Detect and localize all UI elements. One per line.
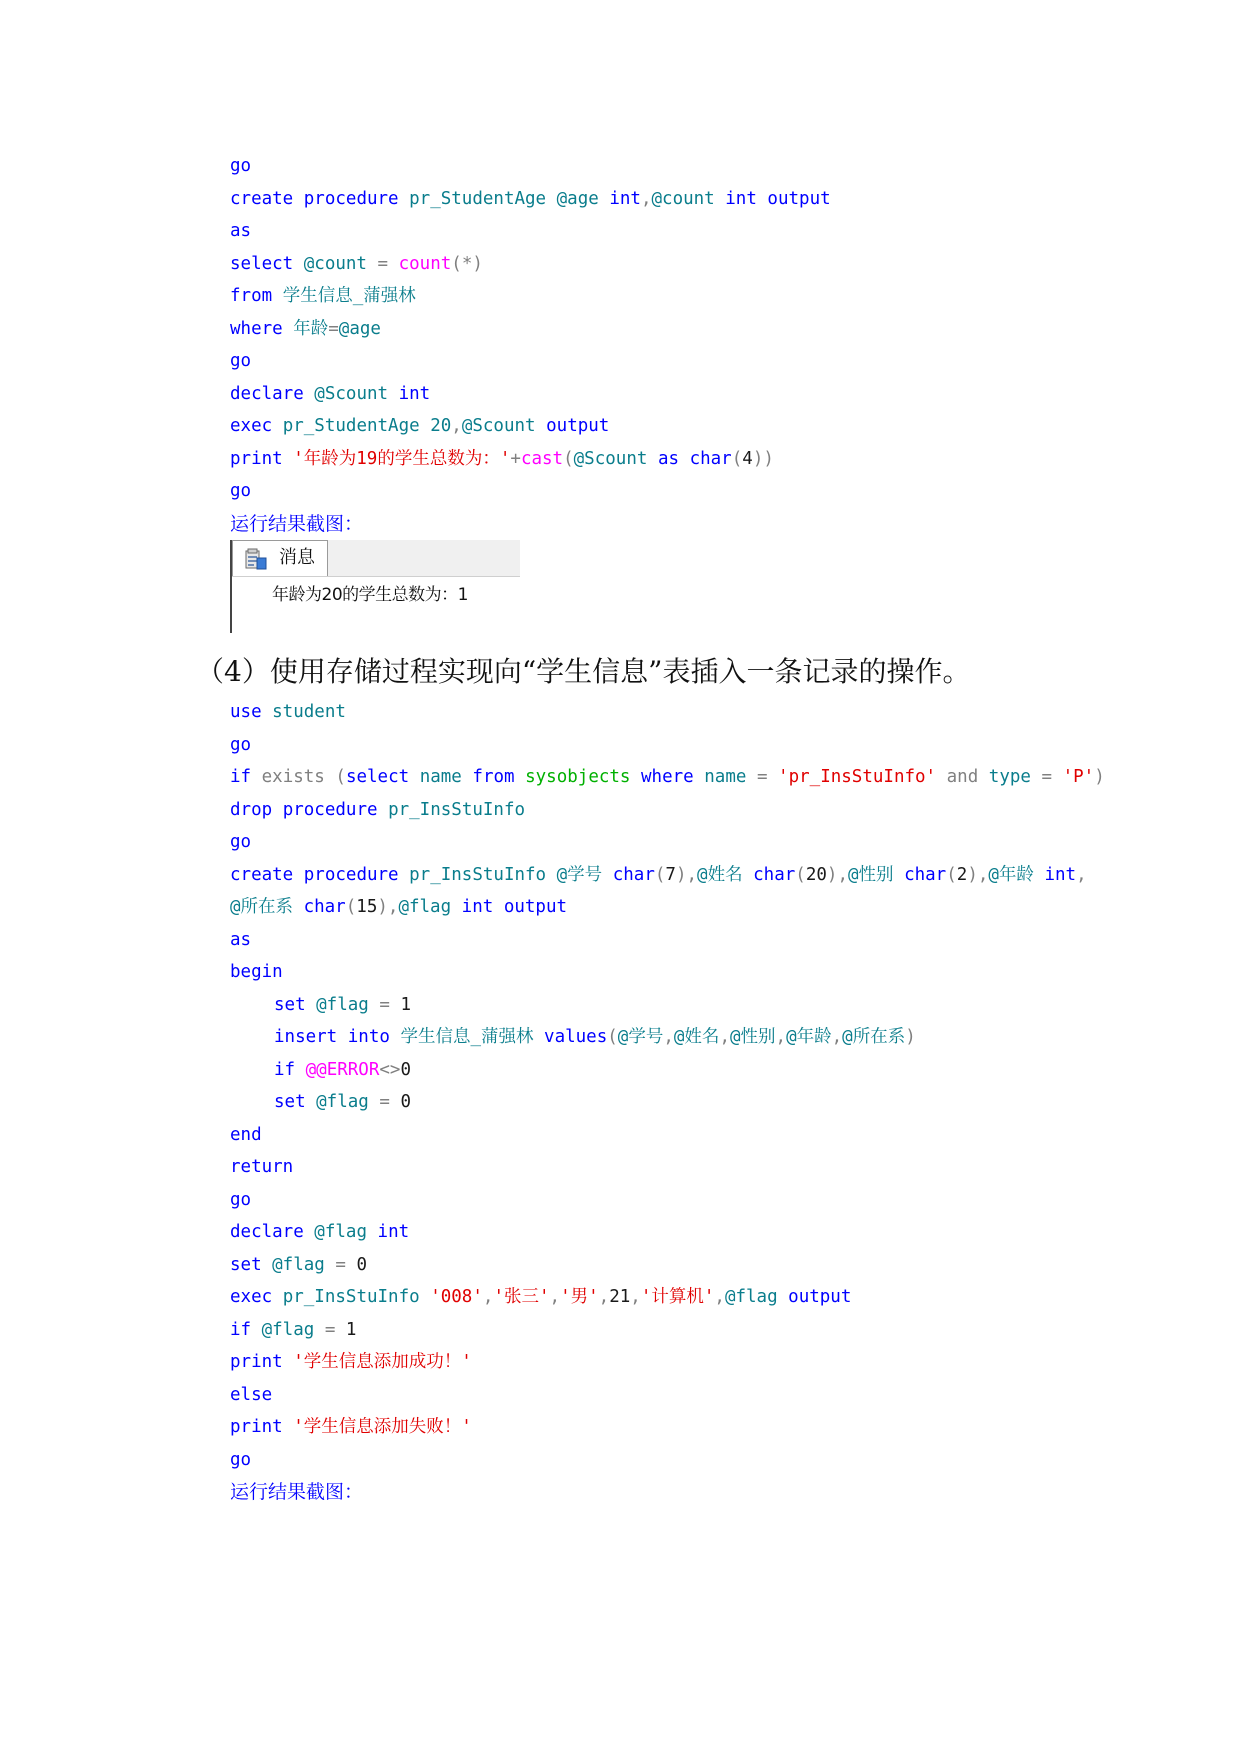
code-token: name: [419, 767, 462, 787]
code-token: go: [230, 832, 252, 852]
code-token: char: [904, 864, 947, 885]
code-token: name: [704, 767, 747, 787]
code-line: [230, 1151, 1130, 1184]
code-token: print: [230, 1417, 283, 1437]
code-token: go: [230, 1189, 252, 1210]
code-token: @Scount: [573, 448, 658, 469]
code-token: @flag: [261, 1254, 336, 1275]
code-token: 学生信息_蒲强林: [272, 286, 416, 306]
code-token: char: [303, 897, 346, 917]
code-token: [293, 189, 304, 209]
code-token: ,: [451, 416, 462, 436]
code-token: go: [230, 481, 252, 501]
code-line: [230, 1054, 1130, 1087]
code-line: [230, 989, 1130, 1022]
code-token: =: [379, 1092, 390, 1112]
code-token: char: [612, 864, 655, 885]
code-token: select: [345, 767, 410, 787]
code-token: [295, 1060, 306, 1080]
code-token: sysobjects: [525, 767, 631, 787]
code-token: pr_InsStuInfo: [272, 1287, 431, 1307]
code-token: @所在系: [842, 1027, 906, 1047]
code-token: '计算机': [640, 1287, 715, 1307]
code-token: [679, 449, 690, 469]
code-token: as: [230, 221, 252, 241]
code-token: from: [472, 767, 515, 787]
code-token: [251, 767, 262, 787]
code-line: [230, 443, 1130, 476]
code-token: as: [657, 448, 680, 469]
code-token: @age: [556, 188, 599, 209]
code-token: [325, 767, 336, 787]
code-line: [230, 729, 1130, 762]
code-line: [230, 1119, 1130, 1152]
code-token: ,: [714, 1287, 725, 1307]
code-token: ): [905, 1027, 916, 1047]
code-token: @flag: [398, 897, 462, 917]
code-token: 1: [389, 994, 411, 1015]
code-token: where: [230, 318, 283, 339]
code-token: [493, 897, 504, 917]
code-token: [515, 767, 526, 787]
code-token: +: [510, 448, 521, 469]
code-token: @Scount: [303, 383, 399, 404]
result-caption: 运行结果截图：: [230, 1481, 364, 1503]
result-panel: [230, 540, 520, 633]
code-token: ,: [663, 1027, 674, 1047]
code-token: 0: [345, 1254, 367, 1275]
code-token: ): [1094, 767, 1105, 787]
code-token: values: [544, 1027, 608, 1047]
code-token: '学生信息添加失败！': [293, 1417, 472, 1437]
code-token: end: [230, 1124, 262, 1145]
code-token: exists: [261, 767, 325, 787]
code-line: [230, 150, 1130, 183]
code-token: 年龄: [282, 318, 329, 339]
code-token: type: [988, 767, 1031, 787]
code-token: @学号: [617, 1027, 664, 1047]
code-token: *: [461, 253, 473, 274]
code-token: @性别: [729, 1027, 776, 1047]
tab-label: 消息: [279, 547, 315, 568]
code-token: [283, 449, 294, 469]
code-line: [230, 1314, 1130, 1347]
code-token: ),: [675, 864, 698, 885]
code-token: ,: [640, 188, 652, 209]
code-token: [757, 189, 768, 209]
code-token: @性别: [847, 864, 905, 885]
code-token: @count: [651, 188, 715, 209]
code-token: procedure: [303, 188, 399, 209]
code-token: if: [230, 767, 252, 787]
code-token: [272, 800, 283, 820]
code-token: procedure: [303, 864, 399, 885]
code-token: into: [347, 1027, 390, 1047]
code-token: print: [230, 448, 283, 469]
code-line: [230, 761, 1130, 794]
code-token: @flag: [305, 1092, 380, 1112]
code-block-1: [230, 150, 1130, 540]
code-token: <>: [379, 1059, 401, 1080]
code-token: and: [946, 767, 979, 787]
code-token: =: [756, 767, 768, 787]
code-token: 4: [742, 448, 753, 469]
code-token: @flag: [251, 1319, 325, 1340]
message-icon: [245, 548, 267, 570]
code-token: go: [230, 351, 252, 371]
code-line: [230, 183, 1130, 216]
code-token: if: [274, 1059, 296, 1080]
code-block-2: [230, 696, 1130, 1509]
code-line: [230, 826, 1130, 859]
code-token: ,: [598, 1287, 610, 1307]
code-token: 'pr_InsStuInfo': [778, 767, 937, 787]
code-line: [230, 1444, 1130, 1477]
code-token: @flag: [724, 1287, 789, 1307]
code-line: [230, 1346, 1130, 1379]
code-token: student: [261, 702, 346, 722]
code-line: [230, 313, 1130, 346]
code-token: ,: [630, 1287, 641, 1307]
code-line: [230, 859, 1130, 892]
code-line: [230, 1021, 1130, 1054]
code-token: exec: [230, 1287, 273, 1307]
code-token: begin: [230, 962, 283, 982]
code-token: (: [946, 864, 957, 885]
code-token: set: [274, 1092, 306, 1112]
code-token: (: [607, 1027, 618, 1047]
code-token: '男': [560, 1287, 599, 1307]
code-token: print: [230, 1352, 283, 1372]
code-line: [230, 280, 1130, 313]
code-token: (: [731, 448, 743, 469]
code-token: [1031, 767, 1042, 787]
code-token: [1052, 767, 1063, 787]
code-token: go: [230, 734, 252, 755]
code-token: '张三': [493, 1287, 550, 1307]
code-token: pr_StudentAge: [398, 188, 557, 209]
code-token: int: [609, 188, 641, 209]
code-token: (: [563, 448, 574, 469]
code-token: @flag: [305, 994, 380, 1015]
code-token: else: [230, 1384, 273, 1405]
code-token: use: [230, 702, 262, 722]
code-token: @age: [338, 318, 381, 339]
code-token: 1: [335, 1319, 357, 1340]
code-token: ),: [377, 897, 399, 917]
code-token: @姓名: [697, 864, 754, 885]
code-line: [230, 696, 1130, 729]
code-token: 0: [389, 1092, 411, 1112]
result-tab-bar: [232, 540, 520, 577]
code-token: ): [472, 253, 483, 274]
code-token: @@ERROR: [305, 1059, 380, 1080]
code-token: go: [230, 1449, 252, 1470]
code-token: 2: [956, 864, 968, 885]
code-line: [230, 378, 1130, 411]
code-token: @Scount: [461, 416, 547, 436]
code-token: select: [230, 253, 294, 274]
code-token: declare: [230, 383, 304, 404]
code-line: [230, 1281, 1130, 1314]
code-line: [230, 1249, 1130, 1282]
section-heading: （4）使用存储过程实现向“学生信息”表插入一条记录的操作。: [196, 655, 971, 688]
code-line: [230, 1411, 1130, 1444]
code-token: pr_InsStuInfo: [377, 799, 526, 820]
code-token: (: [345, 897, 357, 917]
code-token: as: [230, 929, 252, 950]
code-token: int: [461, 897, 494, 917]
code-token: =: [379, 994, 390, 1015]
code-token: [630, 767, 641, 787]
code-token: int: [398, 383, 431, 404]
code-line: [230, 1184, 1130, 1217]
result-message: 年龄为20的学生总数为：1: [272, 585, 468, 605]
code-token: go: [230, 156, 252, 176]
code-line: [230, 891, 1130, 924]
code-token: =: [1041, 767, 1053, 787]
code-token: insert: [274, 1027, 338, 1047]
code-token: [462, 767, 473, 787]
code-token: [715, 189, 726, 209]
code-token: procedure: [282, 799, 378, 820]
code-token: exec: [230, 416, 273, 436]
code-token: 'P': [1062, 767, 1095, 787]
code-token: return: [230, 1157, 294, 1177]
code-token: output: [546, 416, 610, 436]
code-token: =: [328, 318, 339, 339]
result-caption: 运行结果截图：: [230, 512, 364, 535]
code-token: [293, 865, 304, 885]
code-token: [936, 767, 947, 787]
code-token: ,: [719, 1027, 730, 1047]
code-token: ,: [549, 1287, 561, 1307]
code-token: @年龄: [786, 1027, 832, 1047]
code-token: pr_StudentAge 20: [272, 416, 452, 436]
code-token: [746, 767, 757, 787]
code-token: drop: [230, 799, 273, 820]
code-token: ,: [775, 1027, 787, 1047]
tab-messages[interactable]: [232, 540, 328, 576]
code-token: cast: [520, 448, 564, 469]
code-token: int: [725, 188, 757, 209]
code-token: [978, 767, 989, 787]
code-token: [599, 189, 610, 209]
code-token: ),: [826, 864, 848, 885]
code-token: @所在系: [230, 897, 304, 917]
code-token: @flag: [303, 1222, 378, 1242]
code-token: from: [230, 286, 273, 306]
code-token: @count: [293, 253, 378, 274]
code-token: count: [398, 253, 452, 274]
code-token: set: [230, 1254, 262, 1275]
code-token: [283, 1417, 294, 1437]
code-token: int: [377, 1222, 410, 1242]
code-line: [230, 956, 1130, 989]
code-token: 学生信息_蒲强林: [389, 1027, 545, 1047]
code-token: char: [753, 864, 796, 885]
code-token: '年龄为19的学生总数为：': [293, 448, 511, 469]
code-token: set: [274, 994, 306, 1015]
code-token: [768, 767, 779, 787]
code-token: '学生信息添加成功！': [293, 1352, 472, 1372]
code-token: [337, 1027, 348, 1047]
code-token: output: [788, 1287, 852, 1307]
code-line: [230, 248, 1130, 281]
code-token: int: [1044, 864, 1077, 885]
code-token: @年龄: [988, 864, 1045, 885]
code-token: 21: [609, 1287, 631, 1307]
code-token: =: [377, 253, 389, 274]
code-line: [230, 410, 1130, 443]
code-line: [230, 1086, 1130, 1119]
code-token: (: [795, 864, 806, 885]
code-line: [230, 1216, 1130, 1249]
code-token: [694, 767, 705, 787]
code-token: 20: [805, 864, 827, 885]
code-token: ,: [831, 1027, 843, 1047]
code-token: output: [767, 188, 831, 209]
code-token: (: [335, 767, 346, 787]
code-token: 7: [665, 864, 676, 885]
code-token: declare: [230, 1222, 304, 1242]
code-token: ,: [482, 1287, 494, 1307]
code-token: =: [335, 1254, 346, 1275]
code-line: [230, 215, 1130, 248]
code-line: [230, 794, 1130, 827]
code-token: ,: [1076, 864, 1087, 885]
code-token: (: [451, 253, 462, 274]
code-token: where: [641, 767, 694, 787]
code-line: [230, 1379, 1130, 1412]
code-token: output: [503, 897, 568, 917]
code-token: '008': [430, 1287, 483, 1307]
code-token: @姓名: [673, 1027, 720, 1047]
code-token: 15: [356, 897, 378, 917]
code-token: [283, 1352, 294, 1372]
code-token: create: [230, 188, 294, 209]
code-token: 0: [400, 1059, 412, 1080]
code-token: char: [689, 448, 732, 469]
code-line: [230, 475, 1130, 508]
code-token: (: [654, 864, 666, 885]
code-token: create: [230, 864, 294, 885]
code-line: [230, 345, 1130, 378]
code-token: ),: [967, 864, 989, 885]
code-token: [388, 254, 399, 274]
code-token: [409, 767, 420, 787]
code-token: pr_InsStuInfo @学号: [398, 864, 613, 885]
code-line: [230, 924, 1130, 957]
code-token: if: [230, 1319, 252, 1340]
code-token: =: [324, 1319, 336, 1340]
code-token: )): [752, 448, 774, 469]
